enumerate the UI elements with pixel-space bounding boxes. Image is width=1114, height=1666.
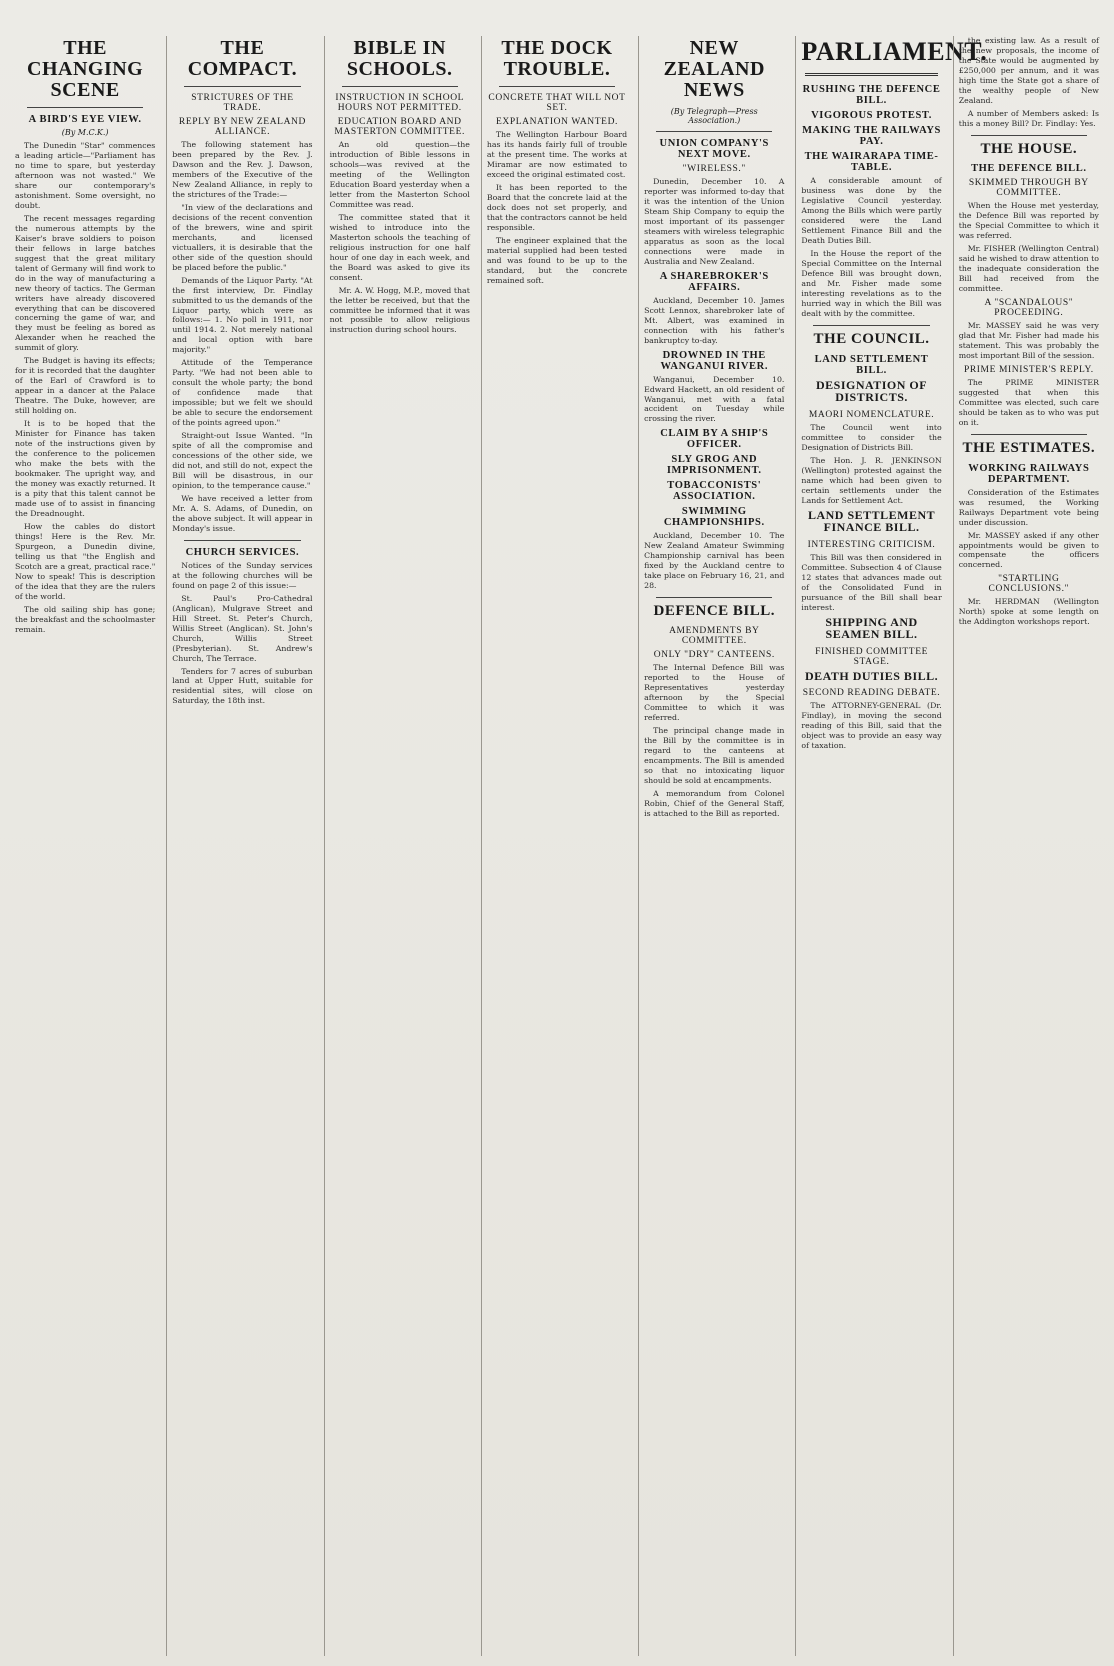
article-paragraph: When the House met yesterday, the Defence Bill was reported by the Special Committee to which it was referred.: [958, 201, 1099, 241]
subheading-interesting-criticism: INTERESTING CRITICISM.: [807, 539, 936, 550]
headline-land-finance: LAND SETTLEMENT FINANCE BILL.: [807, 507, 936, 535]
headline-bible-in-schools: BIBLE IN SCHOOLS.: [346, 37, 453, 80]
headline-parliament: PARLIAMENT.: [801, 37, 988, 66]
article-paragraph: A memorandum from Colonel Robin, Chief of the General Staff, is attached to the Bill as reported.: [644, 788, 785, 818]
subheading-scandalous: A "SCANDALOUS" PROCEEDING.: [984, 298, 1074, 319]
article-paragraph: Consideration of the Estimates was resumed, the Working Railways Department vote being under discussion.: [958, 487, 1099, 527]
subheading-finished-committee: FINISHED COMMITTEE STAGE.: [815, 646, 928, 667]
article-paragraph: A considerable amount of business was done by the Legislative Council yesterday. Among the Bills which were partly considered were the Land Settlement Finance Bill and the Death Duties Bill.: [801, 176, 942, 246]
subheading-working-railways: WORKING RAILWAYS DEPARTMENT.: [968, 462, 1090, 485]
article-paragraph: The old sailing ship has gone; the breakfast and the schoolmaster remain.: [15, 604, 156, 634]
subheading-wairarapa: THE WAIRARAPA TIME-TABLE.: [804, 151, 939, 174]
divider: [813, 325, 929, 326]
article-paragraph: The following statement has been prepared by the Rev. J. Dawson and the Rev. J. Dawson, members of the Executive of the New Zealand Alliance, in reply to the strictures of the Trade:—: [172, 140, 313, 199]
column-house: [953, 36, 1104, 1656]
article-paragraph: St. Paul's Pro-Cathedral (Anglican), Mulgrave Street and Hill Street. St. Peter's Church, Willis Street (Anglican). St. John's Church, Willis Street (Presbyterian). St. Andrew's Church, The Terrace.: [172, 593, 313, 663]
article-paragraph: the existing law. As a result of the new proposals, the income of the State would be augmented by £250,000 per annum, and it was high time the State got a share of the wealthy people of New Zealand.: [958, 36, 1099, 105]
byline: (By Telegraph—Press Association.): [670, 107, 758, 125]
subheading-vigorous-protest: VIGOROUS PROTEST.: [811, 110, 932, 122]
divider: [184, 86, 300, 87]
divider: [656, 597, 772, 598]
subheading-explanation: EXPLANATION WANTED.: [495, 117, 618, 127]
subheading-sharebroker: A SHAREBROKER'S AFFAIRS.: [659, 270, 769, 293]
article-paragraph: Mr. HERDMAN (Wellington North) spoke at some length on the Addington workshops report.: [958, 597, 1099, 627]
article-paragraph: It is to be hoped that the Minister for Finance has taken note of the instructions given by the conference to the policemen who make the bets with the bookmaker. The upright way, and the money was exactly returned. It is a pity that this talent cannot be made use of to assist in financing the Dreadnought.: [15, 419, 156, 518]
column-parliament: [795, 36, 988, 1656]
headline-defence-bill: DEFENCE BILL.: [653, 603, 776, 620]
subheading-second-reading: SECOND READING DEBATE.: [802, 688, 941, 699]
article-paragraph: The Hon. J. R. JENKINSON (Wellington) protested against the name which had been given to certain settlements under the Lands for Settlement Act.: [801, 455, 942, 505]
headline-designation: DESIGNATION OF DISTRICTS.: [815, 377, 928, 405]
article-paragraph: The principal change made in the Bill by the committee is in regard to the canteens at encampments. The Bill is amended so that no intoxicating liquor should be sold at encampments.: [644, 725, 785, 785]
article-paragraph: The Council went into committee to consider the Designation of Districts Bill.: [801, 422, 942, 452]
subheading-tobacconists: TOBACCONISTS' ASSOCIATION.: [667, 480, 762, 503]
article-paragraph: It has been reported to the Board that the concrete laid at the dock does not set properly, and that the contractors cannot be held responsible.: [486, 182, 628, 232]
article-paragraph: This Bill was then considered in Committee. Subsection 4 of Clause 12 states that advances made out of the Consolidated Fund in pursuance of the Bill shall bear interest.: [801, 552, 942, 612]
article-paragraph: "In view of the declarations and decisions of the recent convention of the brewers, wine and spirit merchants, and licensed victuallers, it is desirable that the other side of the question should be placed before the public.": [172, 202, 313, 272]
divider: [656, 131, 772, 132]
continued-text-block: [15, 638, 155, 648]
subheading-reply-alliance: REPLY BY NEW ZEALAND ALLIANCE.: [178, 117, 306, 137]
article-paragraph: Mr. MASSEY said he was very glad that Mr. Fisher had made his statement. This was probably the most important Bill of the session.: [958, 321, 1099, 361]
subheading-ship-officer: CLAIM BY A SHIP'S OFFICER.: [660, 428, 769, 451]
divider: [27, 107, 143, 108]
subheading-swimming: SWIMMING CHAMPIONSHIPS.: [663, 506, 765, 529]
headline-compact: THE COMPACT.: [187, 37, 298, 80]
headline-new-zealand-news: NEW ZEALAND NEWS: [663, 37, 765, 101]
headline-the-council: THE COUNCIL.: [813, 330, 930, 347]
headline-the-house: THE HOUSE.: [980, 140, 1078, 157]
subheading-maori-nomenclature: MAORI NOMENCLATURE.: [808, 409, 935, 420]
subheading-birds-eye-view: A BIRD'S EYE VIEW.: [28, 114, 142, 125]
divider: [971, 434, 1087, 435]
article-paragraph: Notices of the Sunday services at the following churches will be found on page 2 of this issue:—: [172, 560, 313, 590]
article-paragraph: The PRIME MINISTER suggested that when this Committee was elected, such care should be taken as to who was put on it.: [958, 378, 1099, 427]
subheading-amendments: AMENDMENTS BY COMMITTEE.: [669, 625, 760, 646]
article-paragraph: Mr. FISHER (Wellington Central) said he wished to draw attention to the inadequate consideration the Bill had received from the committee.: [958, 244, 1099, 294]
subheading-drowned: DROWNED IN THE WANGANUI RIVER.: [660, 349, 769, 372]
byline: (By M.C.K.): [61, 128, 109, 137]
divider: [971, 135, 1087, 136]
article-paragraph: The engineer explained that the material supplied had been tested and was found to be up to the standard, but the concrete remained soft.: [486, 235, 628, 285]
column-dock-trouble: [481, 36, 632, 1656]
article-paragraph: Mr. A. W. Hogg, M.P., moved that the letter be received, but that the committee be informed that it was not possible to allow religious instruction during school hours.: [329, 285, 470, 335]
subheading-church-services: CHURCH SERVICES.: [185, 546, 300, 558]
article-paragraph: Wanganui, December 10. Edward Hackett, an old resident of Wanganui, met with a fatal accident on Tuesday while crossing the river.: [644, 374, 785, 424]
subheading-dry-canteens: ONLY "DRY" CANTEENS.: [653, 649, 775, 660]
article-paragraph: Tenders for 7 acres of suburban land at Upper Hutt, suitable for residential sites, will close on Saturday, the 18th inst.: [172, 666, 313, 706]
subheading-railways-pay: MAKING THE RAILWAYS PAY.: [802, 125, 941, 148]
article-paragraph: The ATTORNEY-GENERAL (Dr. Findlay), in moving the second reading of this Bill, said that the object was to provide an easy way of taxation.: [801, 701, 942, 751]
article-paragraph: The Budget is having its effects; for it is recorded that the daughter of the Earl of Crawford is to appear in a dancer at the Palace Theatre. The Duke, however, are still holding on.: [15, 356, 156, 416]
column-compact: [166, 36, 317, 1656]
article-paragraph: An old question—the introduction of Bible lessons in schools—was revived at the meeting of the Wellington Education Board yesterday when a letter from the Masterton School Committee was read.: [329, 140, 470, 209]
subheading-concrete: CONCRETE THAT WILL NOT SET.: [488, 93, 626, 113]
column-nz-news: [638, 36, 789, 1656]
divider: [805, 73, 937, 76]
subheading-defence-bill: THE DEFENCE BILL.: [971, 163, 1087, 175]
subheading-instruction: INSTRUCTION IN SCHOOL HOURS NOT PERMITTED.: [335, 93, 465, 113]
subheading-wireless: "WIRELESS.": [682, 164, 746, 174]
article-paragraph: How the cables do distort things! Here is the Rev. Mr. Spurgeon, a Dunedin divine, telling us that "the English and Scotch are a great, practical race." Now to speak! This is description of the idea that they are the rulers of the world.: [15, 521, 156, 601]
article-paragraph: Demands of the Liquor Party. "At the first interview, Dr. Findlay submitted to us the demands of the Liquor party, which were as follows:— 1. No poll in 1911, nor until 1914. 2. Not merely national and local option with bare majority.": [172, 275, 313, 355]
article-paragraph: Auckland, December 10. James Scott Lennox, sharebroker late of Mt. Albert, was examined in connection with his father's bankruptcy to-day.: [644, 295, 785, 345]
subheading-strictures: STRICTURES OF THE TRADE.: [191, 93, 294, 113]
article-paragraph: The committee stated that it wished to introduce into the Masterton schools the teaching of religious instruction for one half hour of one day in each week, and the Board was asked to give its consent.: [329, 212, 470, 282]
article-paragraph: The Internal Defence Bill was reported to the House of Representatives yesterday afternoon by the Special Committee to which it was referred.: [644, 662, 785, 722]
article-paragraph: Auckland, December 10. The New Zealand Amateur Swimming Championship carnival has been fixed by the Auckland centre to take place on February 16, 21, and 28.: [644, 531, 785, 591]
article-paragraph: The Dunedin "Star" commences a leading article—"Parliament has no time to spare, but yesterday afternoon was not wasted." We share our contemporary's astonishment. Some oversight, no doubt.: [15, 141, 156, 210]
headline-estimates: THE ESTIMATES.: [962, 439, 1096, 456]
subheading-startling: "STARTLING CONCLUSIONS.": [988, 574, 1070, 595]
subheading-sly-grog: SLY GROG AND IMPRISONMENT.: [666, 454, 762, 477]
article-paragraph: Straight-out Issue Wanted. "In spite of all the compromise and concessions of the other side, we did not, and still do not, expect the Bill will be disastrous, in our opinion, to the temperance cause.": [172, 431, 313, 490]
article-paragraph: The recent messages regarding the numerous attempts by the Kaiser's brave soldiers to poison their fellows in large batches suggest that the great military talent of Germany will find work to do in the way of manufacturing a new theory of tactics. The German writers have already discovered everything that can be discovered concerning the game of war, and they must be feeling as bored as Alexander when he reached the summit of glory.: [15, 213, 156, 353]
divider: [184, 540, 300, 541]
article-paragraph: The Wellington Harbour Board has its hands fairly full of trouble at the present time. The works at Miramar are now estimated to exceed the original estimated cost.: [486, 130, 628, 179]
article-paragraph: A number of Members asked: Is this a money Bill? Dr. Findlay: Yes.: [958, 108, 1099, 128]
subheading-land-settlement: LAND SETTLEMENT BILL.: [814, 353, 929, 376]
divider: [342, 86, 458, 87]
article-paragraph: Mr. MASSEY asked if any other appointments would be given to compensate the officers concerned.: [958, 530, 1099, 570]
headline-dock-trouble: THE DOCK TROUBLE.: [501, 37, 613, 80]
subheading-skimmed: SKIMMED THROUGH BY COMMITTEE.: [968, 178, 1089, 199]
column-bible-schools: [324, 36, 475, 1656]
article-paragraph: In the House the report of the Special Committee on the Internal Defence Bill was brought down, and Mr. Fisher made some interesting revelations as to the hurried way in which the Bill was dealt with by the committee.: [801, 249, 942, 318]
column-grid: [10, 36, 1104, 1656]
subheading-union-company: UNION COMPANY'S NEXT MOVE.: [659, 138, 769, 160]
headline-shipping-seamen: SHIPPING AND SEAMEN BILL.: [825, 614, 918, 642]
column-changing-scene: [10, 36, 160, 1656]
headline-death-duties: DEATH DUTIES BILL.: [804, 668, 939, 683]
article-paragraph: Attitude of the Temperance Party. "We had not been able to consult the whole party; the bond of confidence made that impossible; but we felt we should be able to secure the endorsement of the points agreed upon.": [172, 358, 313, 428]
subheading-rushing-defence: RUSHING THE DEFENCE BILL.: [802, 84, 941, 107]
divider: [499, 86, 615, 87]
article-paragraph: We have received a letter from Mr. A. S. Adams, of Dunedin, on the above subject. It will appear in Monday's issue.: [172, 493, 313, 533]
headline-changing-scene: THE CHANGING SCENE: [27, 37, 144, 101]
subheading-education-board: EDUCATION BOARD AND MASTERTON COMMITTEE.: [334, 117, 465, 137]
article-paragraph: Dunedin, December 10. A reporter was informed to-day that it was the intention of the Union Steam Ship Company to equip the most important of its passenger steamers with wireless telegraphic apparatus as soon as the local connections were made in Australia and New Zealand.: [644, 177, 785, 266]
subheading-prime-minister-reply: PRIME MINISTER'S REPLY.: [963, 365, 1094, 376]
